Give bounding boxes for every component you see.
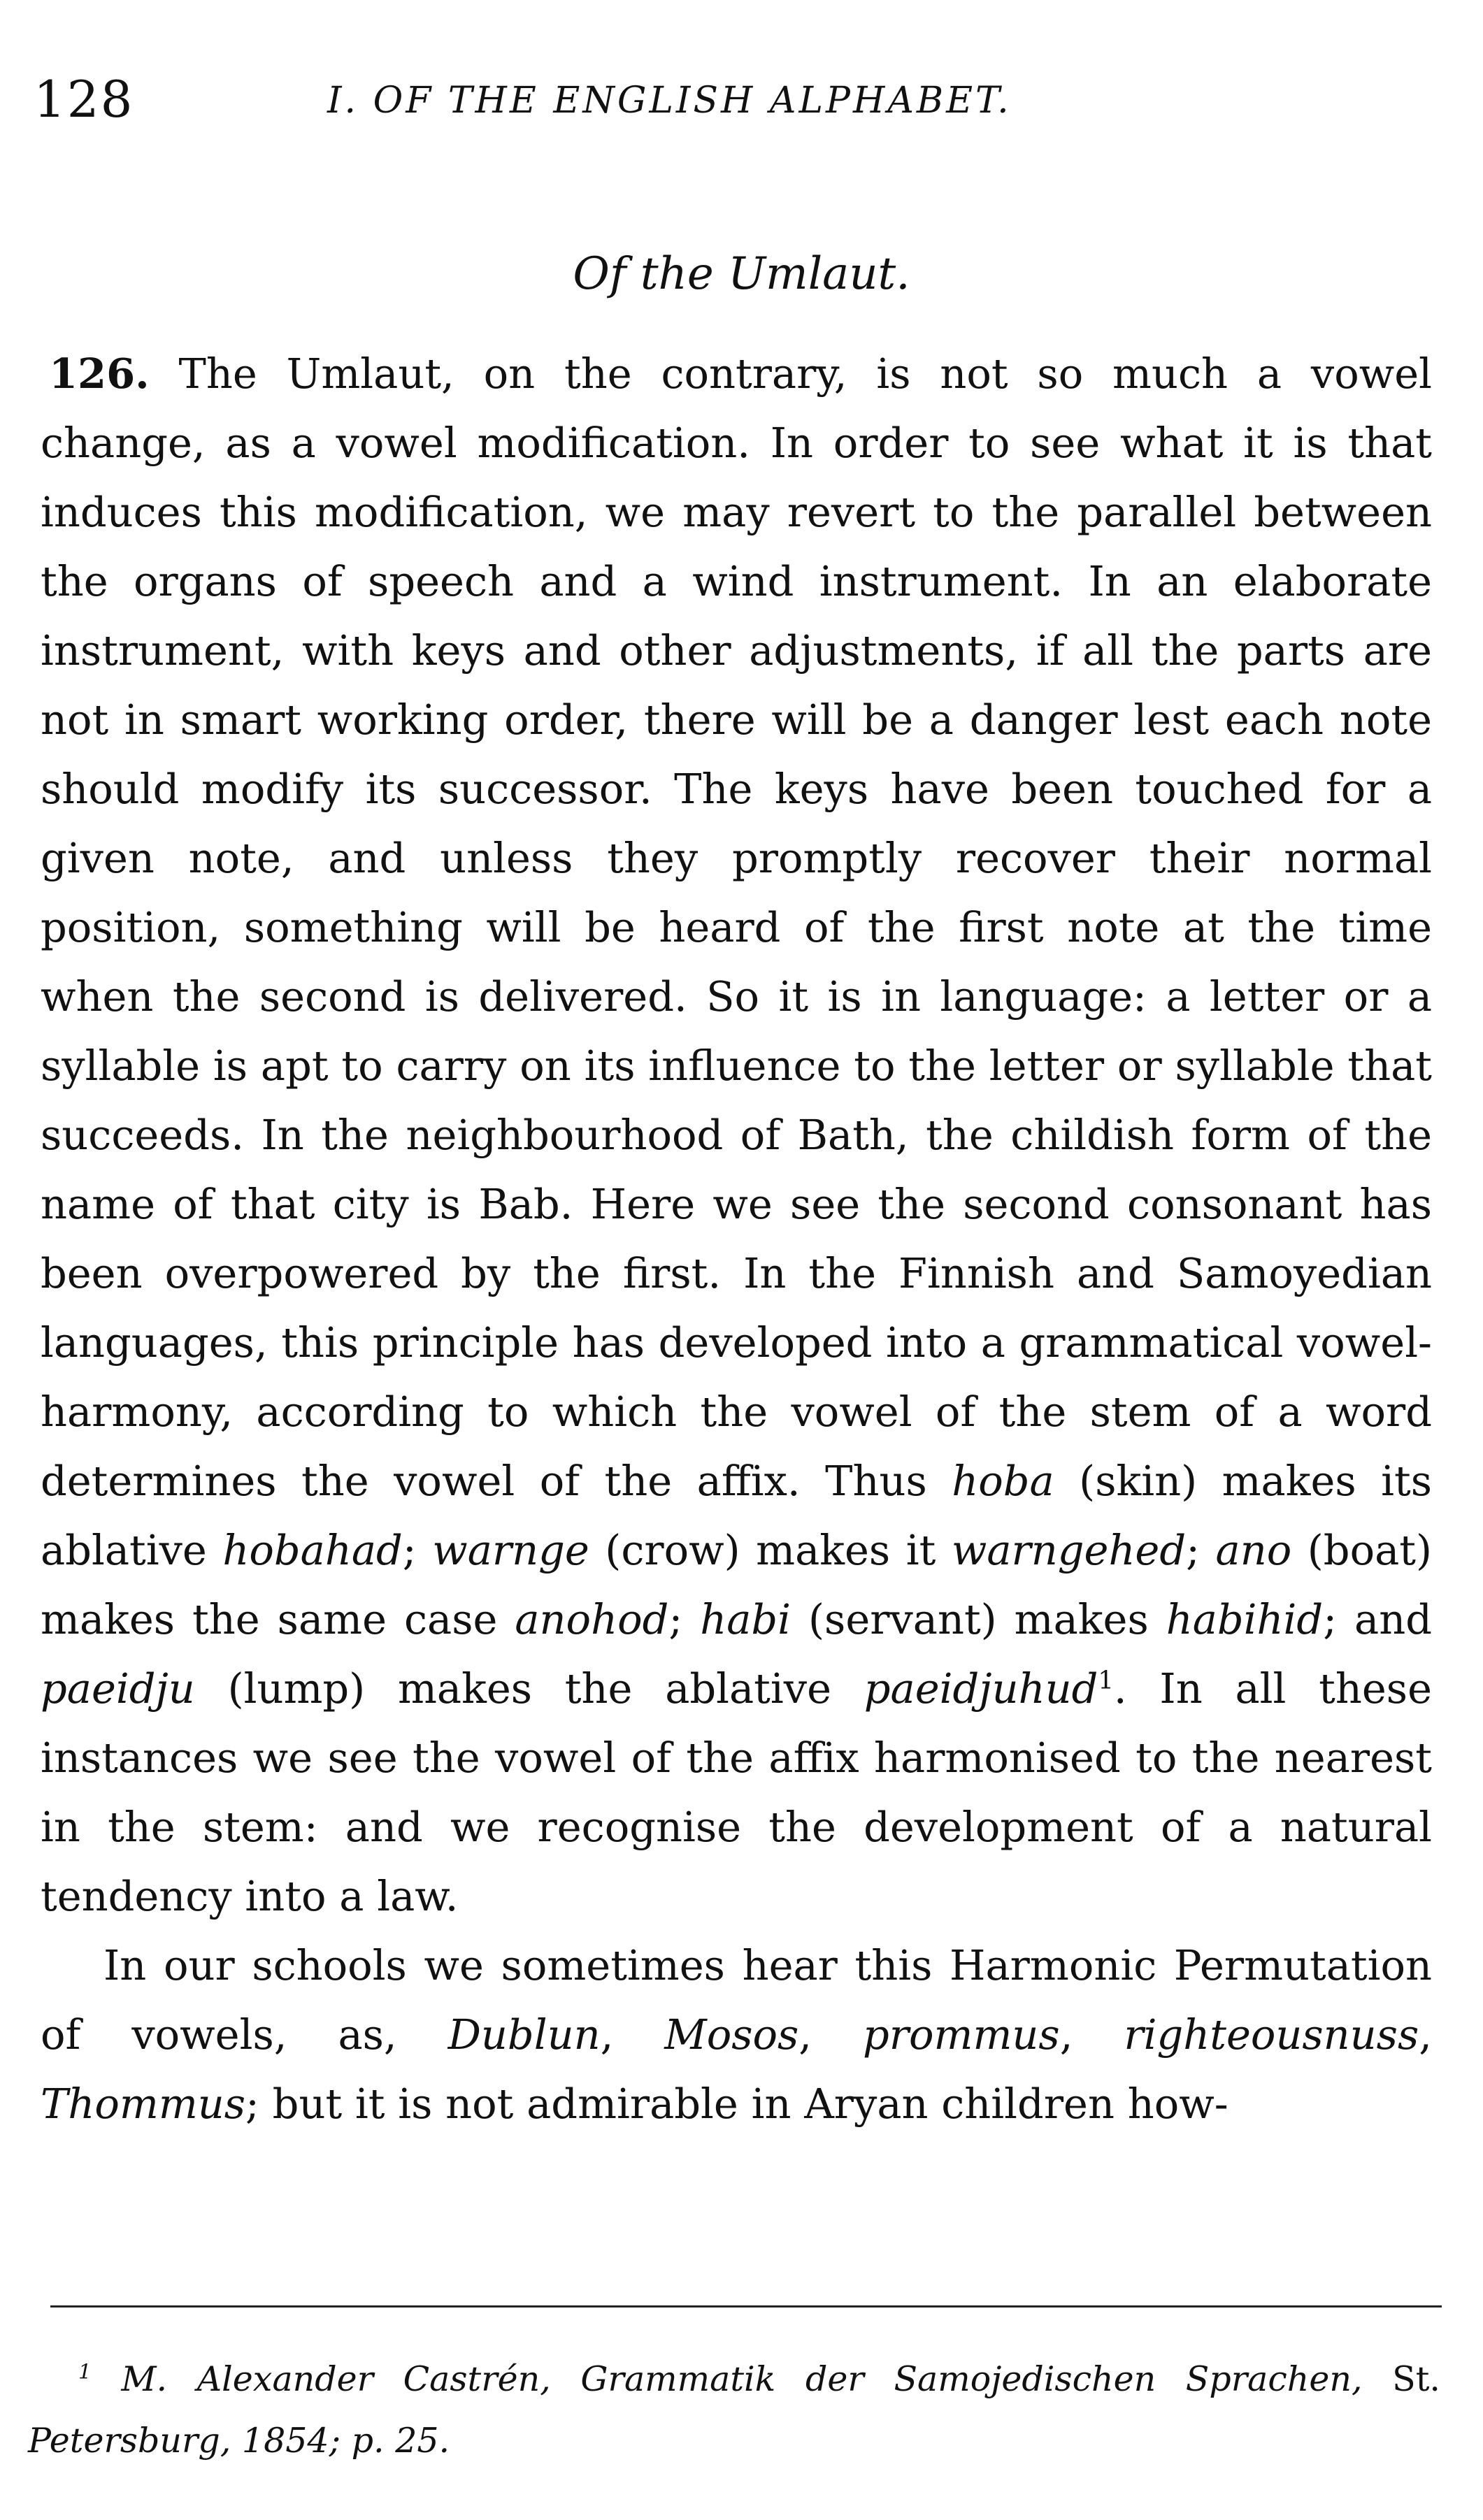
text-run: , <box>600 2010 665 2059</box>
footnote-marker: 1 <box>78 2359 92 2384</box>
text-run: (servant) makes <box>791 1595 1166 1643</box>
example-word: warnge <box>432 1526 589 1574</box>
example-word: warngehed <box>951 1526 1187 1574</box>
example-word: Dublun <box>447 2010 601 2059</box>
footnote-text: Petersburg, 1854; p. 25. <box>28 2421 450 2461</box>
section-title: Of the Umlaut. <box>573 248 910 300</box>
running-head: I. OF THE ENGLISH ALPHABET. <box>327 80 1012 122</box>
text-run: , <box>1419 2010 1432 2059</box>
text-run: (crow) makes it <box>589 1526 952 1574</box>
example-word: paeidjuhud <box>864 1664 1098 1713</box>
body-text <box>41 339 1432 2138</box>
text-run: , <box>798 2010 864 2059</box>
example-word: ano <box>1215 1526 1292 1574</box>
paragraph-126 <box>41 339 1432 1931</box>
paragraph-continuation <box>41 1931 1432 2138</box>
example-word: hobahad <box>222 1526 403 1574</box>
text-run: The Umlaut, on the contrary, is not so much a vowel change, as a vowel modification. In order to see what it is that induces this modification, we may revert to the parallel between the organs of speech and a wind instrument. In an elaborate instrument, with keys and other adjustments, if all the parts are not in smart working order, there will be a danger lest each note should modify its successor. The keys have been touched for a given note, and unless they promptly recover their normal position, something will be heard of the first note at the time when the second is delivered. So it is in language: a letter or a syllable is apt to carry on its influence to the letter or syllable that succeeds. In the neighbourhood of Bath, the childish form of the name of that city is Bab. Here we see the second consonant has been overpowered by the first. In the Finnish and Samoyedian languages, this principle has developed into a grammatical vowel-harmony, according to which the vowel of the stem of a word determines the vowel of the affix. Thus <box>41 350 1432 1505</box>
example-word: Mosos <box>664 2010 799 2059</box>
text-run: (boat) makes the same case <box>41 1526 1432 1643</box>
text-run: ; but it is not admirable in Aryan children how- <box>245 2080 1228 2128</box>
example-word: anohod <box>515 1595 669 1643</box>
example-word: habihid <box>1166 1595 1324 1643</box>
text-run: , <box>1059 2010 1124 2059</box>
example-word: habi <box>700 1595 791 1643</box>
footnote-text: St. <box>1392 2359 1440 2399</box>
text-run: ; and <box>1323 1595 1432 1643</box>
page-header <box>34 70 1460 140</box>
text-run: (lump) makes the ablative <box>194 1664 864 1713</box>
paragraph-number: 126. <box>49 350 150 398</box>
footnote <box>28 2349 1440 2472</box>
footnote-reference[interactable]: 1 <box>1098 1666 1114 1695</box>
text-run: (skin) makes its ablative <box>41 1457 1432 1574</box>
example-word: righteousnuss <box>1124 2010 1419 2059</box>
text-run: ; <box>402 1526 433 1574</box>
footnote-divider <box>50 2305 1442 2307</box>
text-run: In our schools we sometimes hear this Harmonic Permutation of vowels, as, <box>41 1941 1432 2059</box>
example-word: Thommus <box>41 2080 246 2128</box>
example-word: prommus <box>863 2010 1060 2059</box>
text-run: ; <box>668 1595 701 1643</box>
footnote-text: M. Alexander Castrén, Grammatik der Samojedischen Sprachen, <box>91 2359 1393 2399</box>
example-word: hoba <box>952 1457 1054 1505</box>
text-run: . In all these instances we see the vowel of the affix harmonised to the nearest in the stem: and we recognise the development of a natural tendency into a law. <box>41 1664 1432 1920</box>
page-number: 128 <box>34 70 134 129</box>
example-word: paeidju <box>41 1664 195 1713</box>
text-run: ; <box>1186 1526 1216 1574</box>
